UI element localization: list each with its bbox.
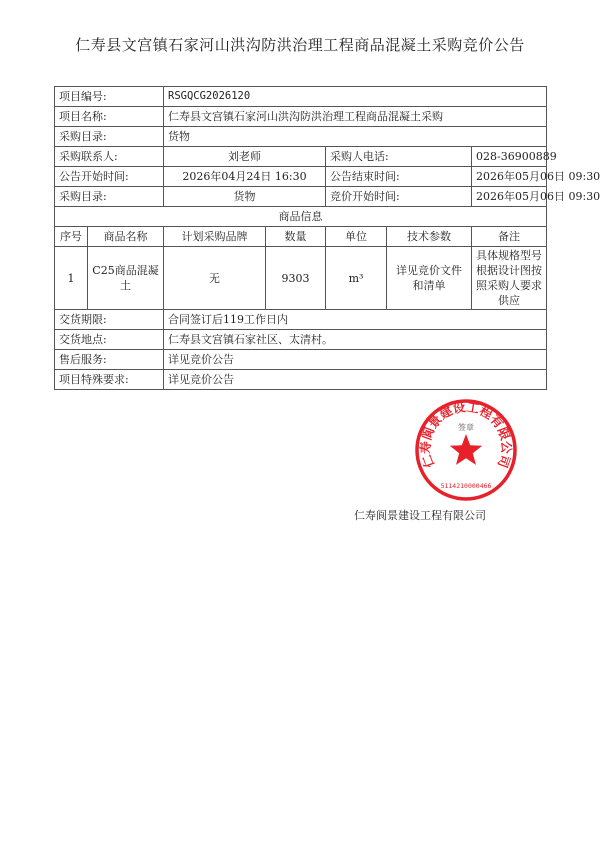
notice-start-value: 2026年04月24日 16:30: [164, 167, 326, 187]
goods-unit: m³: [326, 247, 387, 310]
bid-start-value: 2026年05月06日 09:30: [472, 187, 547, 207]
after-sales-label: 售后服务:: [55, 350, 164, 370]
delivery-period-value: 合同签订后119工作日内: [164, 310, 547, 330]
project-name-row: [55, 107, 547, 127]
header-no: 序号: [55, 227, 88, 247]
header-qty: 数量: [266, 227, 326, 247]
goods-section-row: [55, 207, 547, 227]
header-name: 商品名称: [88, 227, 164, 247]
phone-value: 028-36900889: [472, 147, 547, 167]
phone-label: 采购人电话:: [326, 147, 472, 167]
after-sales-value: 详见竞价公告: [164, 350, 547, 370]
table-row: [55, 247, 547, 310]
delivery-period-label: 交货期限:: [55, 310, 164, 330]
delivery-place-row: [55, 330, 547, 350]
seal-ring-text: 仁寿阆景建设工程有限公司: [417, 399, 515, 470]
project-no-row: [55, 87, 547, 107]
header-remark: 备注: [472, 227, 547, 247]
notice-time-row: [55, 167, 547, 187]
catalog-value: 货物: [164, 127, 547, 147]
header-unit: 单位: [326, 227, 387, 247]
notice-end-label: 公告结束时间:: [326, 167, 472, 187]
special-row: [55, 370, 547, 390]
project-name-value: 仁寿县文宫镇石家河山洪沟防洪治理工程商品混凝土采购: [164, 107, 547, 127]
contact-value: 刘老师: [164, 147, 326, 167]
bid-time-row: [55, 187, 547, 207]
goods-no: 1: [55, 247, 88, 310]
contact-label: 采购联系人:: [55, 147, 164, 167]
company-seal: [414, 398, 518, 502]
procurement-table: [54, 86, 600, 390]
goods-section-title: 商品信息: [55, 207, 547, 227]
after-sales-row: [55, 350, 547, 370]
catalog2-value: 货物: [164, 187, 326, 207]
star-icon: [450, 434, 482, 465]
special-label: 项目特殊要求:: [55, 370, 164, 390]
goods-qty: 9303: [266, 247, 326, 310]
special-value: 详见竞价公告: [164, 370, 547, 390]
goods-header-row: [55, 227, 547, 247]
catalog-label: 采购目录:: [55, 127, 164, 147]
delivery-place-value: 仁寿县文宫镇石家社区、太清村。: [164, 330, 547, 350]
page-title: 仁寿县文宫镇石家河山洪沟防洪治理工程商品混凝土采购竞价公告: [75, 36, 525, 54]
header-brand: 计划采购品牌: [164, 227, 266, 247]
header-spec: 技术参数: [387, 227, 472, 247]
delivery-place-label: 交货地点:: [55, 330, 164, 350]
seal-code: 5114210000466: [440, 482, 492, 490]
delivery-period-row: [55, 310, 547, 330]
goods-remark: 具体规格型号根据设计图按照采购人要求供应: [472, 247, 547, 310]
goods-brand: 无: [164, 247, 266, 310]
notice-start-label: 公告开始时间:: [55, 167, 164, 187]
bid-start-label: 竞价开始时间:: [326, 187, 472, 207]
project-no-label: 项目编号:: [55, 87, 164, 107]
project-name-label: 项目名称:: [55, 107, 164, 127]
goods-name: C25商品混凝土: [88, 247, 164, 310]
notice-end-value: 2026年05月06日 09:30: [472, 167, 547, 187]
goods-spec: 详见竞价文件和清单: [387, 247, 472, 310]
catalog-row: [55, 127, 547, 147]
catalog2-label: 采购目录:: [55, 187, 164, 207]
contact-row: [55, 147, 547, 167]
project-no-value: RSGQCG2026120: [164, 87, 547, 107]
seal-center-text: 签章: [458, 423, 474, 432]
company-name: 仁寿阆景建设工程有限公司: [354, 509, 486, 522]
